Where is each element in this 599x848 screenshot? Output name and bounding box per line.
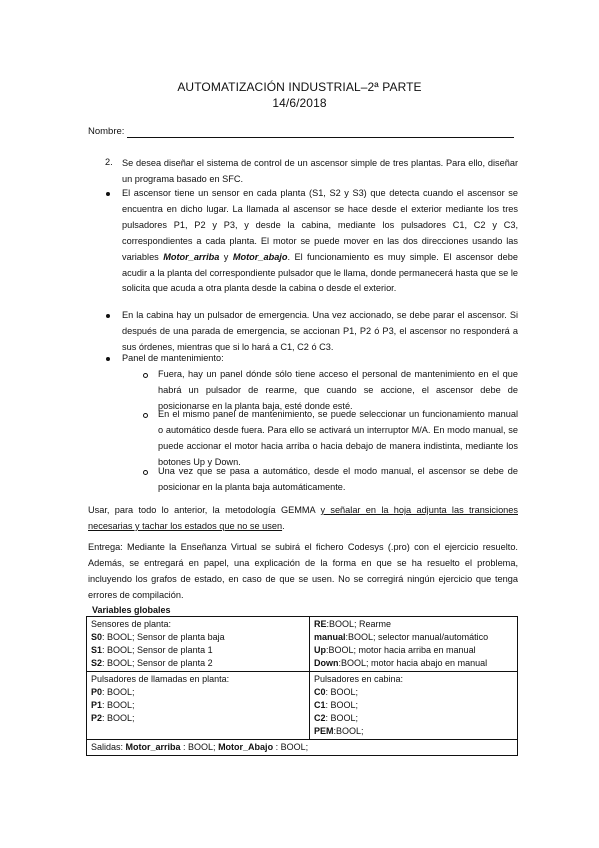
circle-bullet-icon (143, 470, 148, 475)
salidas-row: Salidas: Motor_arriba : BOOL; Motor_Abajo : BOOL; (91, 742, 309, 752)
variables-table (86, 616, 518, 756)
bullet-icon (106, 357, 110, 361)
document-date: 14/6/2018 (272, 96, 327, 110)
question-number: 2. (105, 157, 113, 167)
bullet-emergency: En la cabina hay un pulsador de emergencia. Una vez accionado, se debe parar el ascensor. Si después de una parada de emergencia, se accionan P1, P2 ó P3, el ascensor no responderá a sus órdenes, mientras que si lo hará a C1, C2 ó C3. (122, 310, 518, 352)
sub-item-manual: En el mismo panel de mantenimiento, se puede seleccionar un funcionamiento manual o automático desde fuera. Para ello se activará un interruptor M/A. En modo manual, se puede accionar el motor hacia arriba o hacia debajo de manera indistinta, mediante los botones Up y Down. (158, 409, 518, 467)
variable-row: P2: BOOL; (91, 713, 135, 723)
salidas-cell (87, 740, 518, 756)
sensores-header: Sensores de planta: (91, 619, 172, 629)
variable-row: S2: BOOL; Sensor de planta 2 (91, 658, 213, 668)
bullet-icon (106, 314, 110, 318)
bullet-icon (106, 192, 110, 196)
variable-row: C0: BOOL; (314, 687, 359, 697)
variable-row: RE:BOOL; Rearme (314, 619, 392, 629)
cabina-cell (310, 672, 518, 740)
llamadas-header: Pulsadores de llamadas en planta: (91, 674, 230, 684)
variables-title: Variables globales (92, 605, 171, 615)
circle-bullet-icon (143, 373, 148, 378)
entrega-paragraph: Entrega: Mediante la Enseñanza Virtual se subirá el fichero Codesys (.pro) con el ejercicio resuelto. Además, se entregará en papel, una explicación de la forma en que se ha resuelto el problema, incluyendo los grafos de estado, en caso de que se usen. No se corregirá ningún ejercicio que tenga errores de compilación. (88, 542, 518, 600)
variable-row: S0: BOOL; Sensor de planta baja (91, 632, 225, 642)
sub-item-rearm: Fuera, hay un panel dónde sólo tiene acceso el personal de mantenimiento en el que habrá un pulsador de rearme, que cuando se accione, el ascensor debe de posicionarse en la planta baja, esté donde esté. (158, 369, 518, 411)
variable-row: C2: BOOL; (314, 713, 359, 723)
variable-row: P0: BOOL; (91, 687, 135, 697)
name-field-line (127, 137, 514, 138)
bullet-maintenance: Panel de mantenimiento: (122, 353, 224, 363)
sensores-cell (87, 617, 310, 672)
sub-item-auto: Una vez que se pasa a automático, desde el modo manual, el ascensor se debe de posicionar en la planta baja automáticamente. (158, 466, 518, 492)
variable-row: P1: BOOL; (91, 700, 135, 710)
question-intro: Se desea diseñar el sistema de control de un ascensor simple de tres plantas. Para ello, diseñar un programa basado en SFC. (122, 158, 518, 184)
llamadas-cell (87, 672, 310, 740)
usar-paragraph: Usar, para todo lo anterior, la metodología GEMMA y señalar en la hoja adjunta las transiciones necesarias y tachar los estados que no se usen. (88, 505, 518, 531)
variable-row: Up:BOOL; motor hacia arriba en manual (314, 645, 476, 655)
variable-row: PEM:BOOL; (314, 726, 364, 736)
variable-row: S1: BOOL; Sensor de planta 1 (91, 645, 213, 655)
cabina-header: Pulsadores en cabina: (314, 674, 404, 684)
variable-row: C1: BOOL; (314, 700, 359, 710)
document-title: AUTOMATIZACIÓN INDUSTRIAL–2ª PARTE (177, 80, 422, 94)
name-label: Nombre: (88, 126, 125, 137)
circle-bullet-icon (143, 413, 148, 418)
panel-cell (310, 617, 518, 672)
variable-row: Down:BOOL; motor hacia abajo en manual (314, 658, 488, 668)
bullet-sensors: El ascensor tiene un sensor en cada planta (S1, S2 y S3) que detecta cuando el ascensor se encuentra en dicho lugar. La llamada al ascensor se hace desde el exterior mediante los tres pulsadores P1, P2 y P3, y desde la cabina, mediante los pulsadores C1, C2 y C3, correspondientes a cada planta. El motor se puede mover en las dos direcciones usando las variables Motor_arriba y Motor_abajo. El funcionamiento es muy simple. El ascensor debe acudir a la planta del correspondiente pulsador que le llama, donde permanecerá hasta que se le solicita que acuda a otra planta desde la cabina o desde el exterior. (122, 188, 518, 294)
variable-row: manual:BOOL; selector manual/automático (314, 632, 489, 642)
